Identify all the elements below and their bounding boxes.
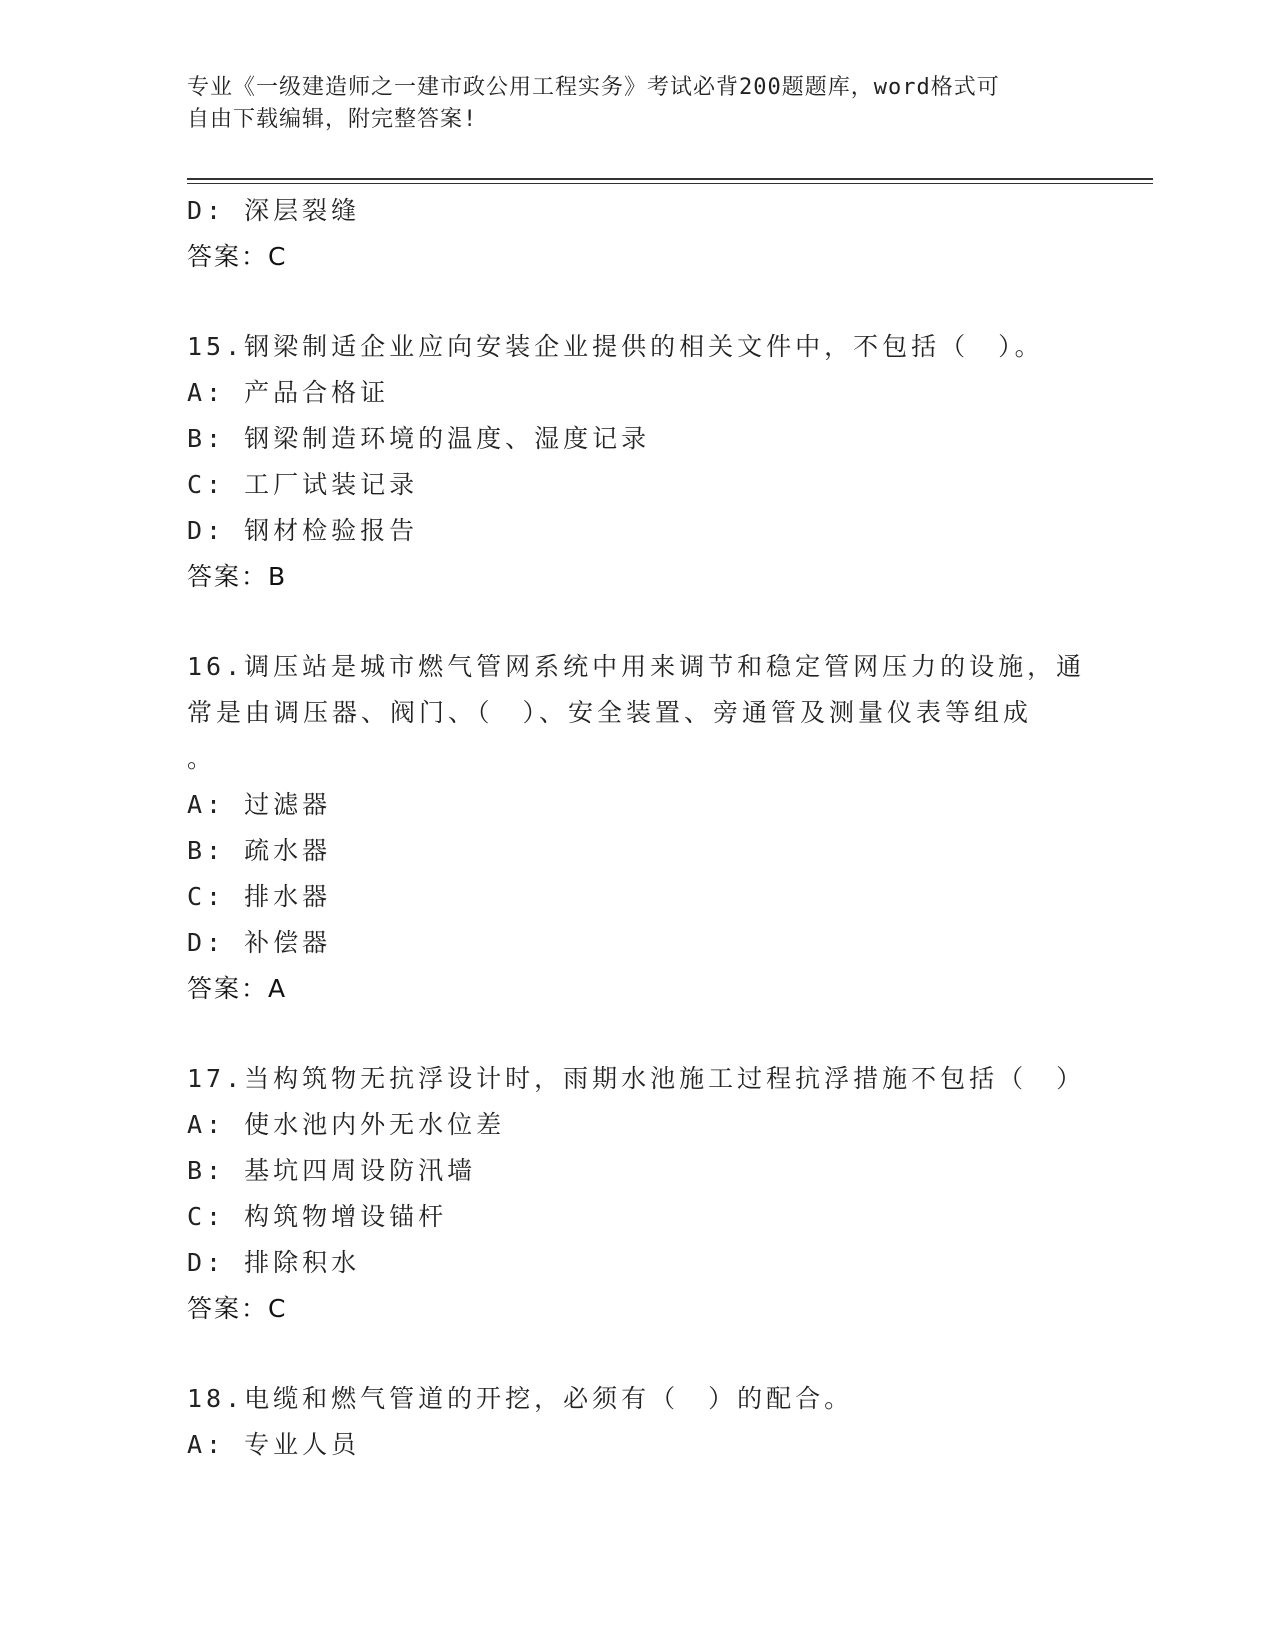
option-d: D: 深层裂缝: [187, 196, 361, 225]
header-divider-thin: [187, 183, 1153, 184]
document-header: [187, 72, 1067, 136]
question-stem-line-3: 。: [187, 744, 217, 773]
option-c: C: 构筑物增设锚杆: [187, 1202, 448, 1231]
option-b: B: 钢梁制造环境的温度、湿度记录: [187, 424, 651, 453]
option-d: D: 补偿器: [187, 928, 332, 957]
option-b: B: 疏水器: [187, 836, 332, 865]
option-a: A: 过滤器: [187, 790, 332, 819]
answer-line: 答案：A: [187, 974, 288, 1003]
question-18: [187, 1376, 1087, 1468]
option-a: A: 使水池内外无水位差: [187, 1110, 506, 1139]
option-d: D: 排除积水: [187, 1248, 361, 1277]
option-a: A: 专业人员: [187, 1430, 361, 1459]
question-17: [187, 1056, 1087, 1332]
option-c: C: 排水器: [187, 882, 332, 911]
question-stem: 17.当构筑物无抗浮设计时，雨期水池施工过程抗浮措施不包括（ ）: [187, 1064, 1086, 1093]
answer-line: 答案：B: [187, 562, 288, 591]
question-15: [187, 324, 1087, 600]
question-stem-line-2: 常是由调压器、阀门、（ ）、安全装置、旁通管及测量仪表等组成: [187, 698, 1033, 727]
question-16: [187, 644, 1087, 1012]
option-b: B: 基坑四周设防汛墙: [187, 1156, 477, 1185]
question-stem: 18.电缆和燃气管道的开挖，必须有（ ）的配合。: [187, 1384, 854, 1413]
header-title-line-2: 自由下载编辑，附完整答案!: [187, 107, 478, 132]
option-d: D: 钢材检验报告: [187, 516, 419, 545]
option-a: A: 产品合格证: [187, 378, 390, 407]
header-divider-thick: [187, 178, 1153, 180]
question-fragment: [187, 188, 1087, 280]
answer-line: 答案：C: [187, 242, 288, 271]
option-c: C: 工厂试装记录: [187, 470, 419, 499]
question-stem-line-1: 16.调压站是城市燃气管网系统中用来调节和稳定管网压力的设施，通: [187, 652, 1086, 681]
header-title-line-1: 专业《一级建造师之一建市政公用工程实务》考试必背200题题库，word格式可: [187, 75, 1000, 100]
answer-line: 答案：C: [187, 1294, 288, 1323]
question-stem: 15.钢梁制适企业应向安装企业提供的相关文件中，不包括（ ）。: [187, 332, 1044, 361]
question-list: [187, 188, 1087, 1468]
